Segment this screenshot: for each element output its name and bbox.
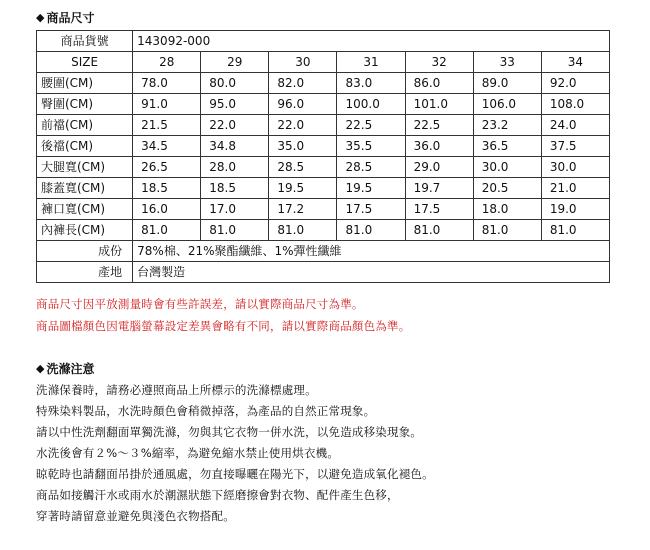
measurement-value: 17.5 xyxy=(337,199,405,220)
measurement-value: 36.0 xyxy=(405,136,473,157)
care-instruction-line: 洗滌保養時，請務必遵照商品上所標示的洗滌標處理。 xyxy=(36,383,317,397)
care-instruction-line: 商品如接觸汗水或雨水於潮濕狀態下經磨擦會對衣物、配件產生色移， xyxy=(36,488,399,502)
measurement-row xyxy=(37,220,610,241)
measurement-value: 92.0 xyxy=(541,73,609,94)
care-section-title xyxy=(36,360,94,377)
composition-label: 成份 xyxy=(37,241,133,262)
measurement-label: 褲口寬(CM) xyxy=(37,199,133,220)
measurement-value: 18.5 xyxy=(133,178,201,199)
composition-value: 78%棉、21%聚酯纖維、1%彈性纖維 xyxy=(133,241,610,262)
origin-label: 產地 xyxy=(37,262,133,283)
measurement-label: 大腿寬(CM) xyxy=(37,157,133,178)
measurement-value: 34.5 xyxy=(133,136,201,157)
measurement-value: 30.0 xyxy=(473,157,541,178)
measurement-value: 24.0 xyxy=(541,115,609,136)
product-no-row xyxy=(37,31,610,52)
measurement-value: 81.0 xyxy=(473,220,541,241)
measurement-value: 80.0 xyxy=(201,73,269,94)
measurement-value: 83.0 xyxy=(337,73,405,94)
measurement-value: 95.0 xyxy=(201,94,269,115)
measurement-value: 35.5 xyxy=(337,136,405,157)
diamond-bullet-icon: ◆ xyxy=(36,11,45,24)
origin-row xyxy=(37,262,610,283)
care-instruction-line: 晾乾時也請翻面吊掛於通風處，勿直接曝曬在陽光下，以避免造成氧化褪色。 xyxy=(36,467,434,481)
care-instruction-line: 水洗後會有２%～３%縮率，為避免縮水禁止使用烘衣機。 xyxy=(36,446,340,460)
measurement-value: 106.0 xyxy=(473,94,541,115)
measurement-value: 86.0 xyxy=(405,73,473,94)
measurement-value: 81.0 xyxy=(269,220,337,241)
size-section-title xyxy=(36,9,94,26)
measurement-value: 26.5 xyxy=(133,157,201,178)
size-table xyxy=(36,30,610,283)
measurement-value: 21.5 xyxy=(133,115,201,136)
measurement-value: 17.0 xyxy=(201,199,269,220)
measurement-value: 81.0 xyxy=(541,220,609,241)
measurement-value: 100.0 xyxy=(337,94,405,115)
measurement-value: 18.5 xyxy=(201,178,269,199)
measurement-value: 18.0 xyxy=(473,199,541,220)
composition-row xyxy=(37,241,610,262)
measurement-value: 22.0 xyxy=(269,115,337,136)
measurement-value: 22.0 xyxy=(201,115,269,136)
care-instruction-line: 特殊染料製品，水洗時顏色會稍微掉落，為產品的自然正常現象。 xyxy=(36,404,376,418)
measurement-note: 商品尺寸因平放測量時會有些許誤差，請以實際商品尺寸為準。 xyxy=(36,297,364,311)
measurement-row xyxy=(37,73,610,94)
measurement-value: 78.0 xyxy=(133,73,201,94)
measurement-value: 108.0 xyxy=(541,94,609,115)
measurement-value: 81.0 xyxy=(405,220,473,241)
origin-value: 台灣製造 xyxy=(133,262,610,283)
product-no-label: 商品貨號 xyxy=(37,31,133,52)
measurement-value: 17.2 xyxy=(269,199,337,220)
measurement-value: 19.7 xyxy=(405,178,473,199)
care-section-heading: 洗滌注意 xyxy=(46,362,95,376)
diamond-bullet-icon: ◆ xyxy=(36,362,45,375)
measurement-value: 16.0 xyxy=(133,199,201,220)
measurement-value: 19.5 xyxy=(337,178,405,199)
care-instruction-line: 請以中性洗劑翻面單獨洗滌，勿與其它衣物一併水洗，以免造成移染現象。 xyxy=(36,425,423,439)
measurement-value: 19.5 xyxy=(269,178,337,199)
measurement-row xyxy=(37,178,610,199)
size-section-heading: 商品尺寸 xyxy=(46,11,95,25)
size-header-label: SIZE xyxy=(37,52,133,73)
size-header-cell: 31 xyxy=(337,52,405,73)
measurement-label: 後襠(CM) xyxy=(37,136,133,157)
measurement-value: 81.0 xyxy=(337,220,405,241)
size-header-cell: 34 xyxy=(541,52,609,73)
measurement-value: 35.0 xyxy=(269,136,337,157)
measurement-value: 21.0 xyxy=(541,178,609,199)
size-header-cell: 30 xyxy=(269,52,337,73)
measurement-label: 內褲長(CM) xyxy=(37,220,133,241)
size-header-row xyxy=(37,52,610,73)
measurement-value: 23.2 xyxy=(473,115,541,136)
measurement-value: 96.0 xyxy=(269,94,337,115)
measurement-value: 81.0 xyxy=(133,220,201,241)
size-header-cell: 28 xyxy=(133,52,201,73)
measurement-value: 28.5 xyxy=(269,157,337,178)
measurement-value: 82.0 xyxy=(269,73,337,94)
measurement-value: 17.5 xyxy=(405,199,473,220)
color-note: 商品圖檔顏色因電腦螢幕設定差異會略有不同，請以實際商品顏色為準。 xyxy=(36,319,411,333)
size-header-cell: 32 xyxy=(405,52,473,73)
measurement-label: 腰圍(CM) xyxy=(37,73,133,94)
measurement-value: 29.0 xyxy=(405,157,473,178)
measurement-value: 22.5 xyxy=(405,115,473,136)
measurement-row xyxy=(37,136,610,157)
measurement-row xyxy=(37,94,610,115)
measurement-row xyxy=(37,115,610,136)
measurement-value: 22.5 xyxy=(337,115,405,136)
measurement-value: 81.0 xyxy=(201,220,269,241)
measurement-value: 91.0 xyxy=(133,94,201,115)
measurement-value: 19.0 xyxy=(541,199,609,220)
measurement-value: 20.5 xyxy=(473,178,541,199)
measurement-value: 89.0 xyxy=(473,73,541,94)
measurement-value: 101.0 xyxy=(405,94,473,115)
product-no-value: 143092-000 xyxy=(133,31,610,52)
measurement-label: 前襠(CM) xyxy=(37,115,133,136)
measurement-value: 30.0 xyxy=(541,157,609,178)
size-header-cell: 33 xyxy=(473,52,541,73)
measurement-label: 臀圍(CM) xyxy=(37,94,133,115)
measurement-value: 37.5 xyxy=(541,136,609,157)
measurement-label: 膝蓋寬(CM) xyxy=(37,178,133,199)
measurement-value: 36.5 xyxy=(473,136,541,157)
measurement-value: 34.8 xyxy=(201,136,269,157)
size-header-cell: 29 xyxy=(201,52,269,73)
measurement-value: 28.5 xyxy=(337,157,405,178)
care-instruction-line: 穿著時請留意並避免與淺色衣物搭配。 xyxy=(36,509,235,523)
measurement-value: 28.0 xyxy=(201,157,269,178)
measurement-row xyxy=(37,157,610,178)
measurement-row xyxy=(37,199,610,220)
